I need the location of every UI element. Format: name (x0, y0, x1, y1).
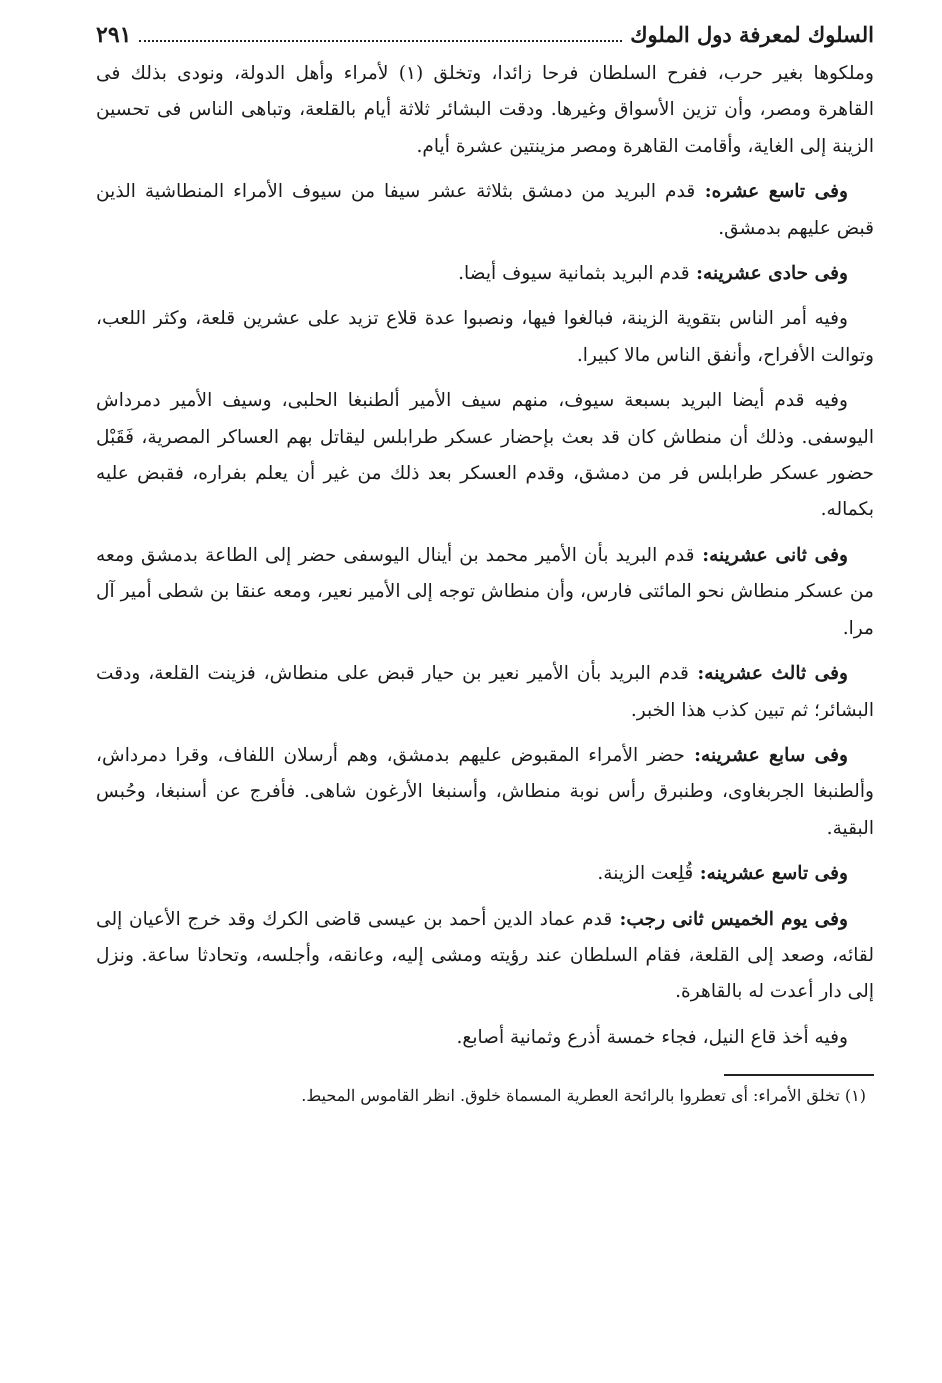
paragraph (96, 256, 874, 292)
leader-dots (139, 24, 622, 42)
paragraph-text: وفيه أخذ قاع النيل، فجاء خمسة أذرع وثمانية أصابع. (456, 1026, 848, 1048)
paragraph-text: قدم البريد بثمانية سيوف أيضا. (458, 263, 690, 285)
paragraph-lead: وفى ثالث عشرينه: (688, 663, 848, 685)
paragraph-lead: وفى يوم الخميس ثانى رجب: (612, 908, 848, 930)
paragraph-text: حضر الأمراء المقبوض عليهم بدمشق، وهم أرسلان اللفاف، وقرا دمرداش، وألطنبغا الجربغاوى، وطنبرق رأس نوبة منطاش، وأسنبغا الأرغون شاهى. فأفرج عن أسنبغا، وحُبس البقية. (96, 744, 874, 839)
book-title: السلوك لمعرفة دول الملوك (630, 22, 874, 47)
paragraph (96, 902, 874, 1011)
paragraph-text: وملكوها بغير حرب، ففرح السلطان فرحا زائدا، وتخلق (١) لأمراء وأهل الدولة، ونودى بذلك فى القاهرة ومصر، وأن تزين الأسواق وغيرها. ودقت البشائر ثلاثة أيام بالقلعة، وتباهى الناس فى تحسين الزينة إلى الغاية، وأقامت القاهرة ومصر مزينتين عشرة أيام. (96, 63, 874, 157)
paragraph (96, 856, 874, 892)
paragraph-lead: وفى تاسع عشرينه: (693, 863, 848, 885)
paragraph (96, 174, 874, 247)
paragraph-lead: وفى حادى عشرينه: (689, 263, 848, 285)
paragraph-text: وفيه أمر الناس بتقوية الزينة، فبالغوا فيها، ونصبوا عدة قلاع تزيد على عشرين قلعة، وكثر اللعب، وتوالت الأفراح، وأنفق الناس مالا كبيرا. (96, 308, 874, 366)
footnote: (١) تخلق الأمراء: أى تعطروا بالرائحة العطرية المسماة خلوق. انظر القاموس المحيط. (301, 1086, 866, 1106)
paragraph (96, 301, 874, 374)
page-number: ٢٩١ (96, 22, 132, 48)
book-page (96, 18, 874, 1108)
paragraph-text: وفيه قدم أيضا البريد بسبعة سيوف، منهم سيف الأمير ألطنبغا الحلبى، وسيف الأمير دمرداش اليوسفى. وذلك أن منطاش كان قد بعث بإحضار عسكر طرابلس ليقاتل بهم العساكر المصرية، فَقَبْل حضور عسكر طرابلس فر من دمشق، وقدم العسكر بعد ذلك من غير أن يعلم بفراره، فقبض عليه بكماله. (96, 390, 874, 521)
paragraph-text: قدم البريد بأن الأمير محمد بن أينال اليوسفى حضر إلى الطاعة بدمشق ومعه من عسكر منطاش نحو المائتى فارس، وأن منطاش توجه إلى الأمير نعير، ومعه عنقا بن شطى أمير آل مرا. (96, 544, 874, 639)
footnote-divider (724, 1074, 874, 1076)
paragraph (96, 656, 874, 729)
paragraph (96, 538, 874, 647)
main-text (96, 56, 874, 1056)
paragraph-lead: وفى تاسع عشره: (695, 181, 848, 203)
paragraph (96, 56, 874, 165)
paragraph-lead: وفى سابع عشرينه: (684, 744, 848, 766)
paragraph (96, 1020, 874, 1056)
paragraph (96, 383, 874, 529)
paragraph-lead: وفى ثانى عشرينه: (694, 544, 848, 566)
paragraph-text: قُلِعت الزينة. (597, 863, 694, 885)
paragraph (96, 738, 874, 847)
running-header (96, 18, 874, 56)
paragraph-text: قدم البريد بأن الأمير نعير بن حيار قبض على منطاش، فزينت القلعة، ودقت البشائر؛ ثم تبين كذب هذا الخبر. (96, 663, 874, 721)
paragraph-text: قدم البريد من دمشق بثلاثة عشر سيفا من سيوف الأمراء المنطاشية الذين قبض عليهم بدمشق. (96, 181, 874, 239)
paragraph-text: قدم عماد الدين أحمد بن عيسى قاضى الكرك وقد خرج الأعيان إلى لقائه، وصعد إلى القلعة، فقام السلطان عند رؤيته ومشى إليه، وعانقه، وأجلسه، وتحادثا ساعة. ونزل إلى دار أعدت له بالقاهرة. (96, 908, 874, 1003)
